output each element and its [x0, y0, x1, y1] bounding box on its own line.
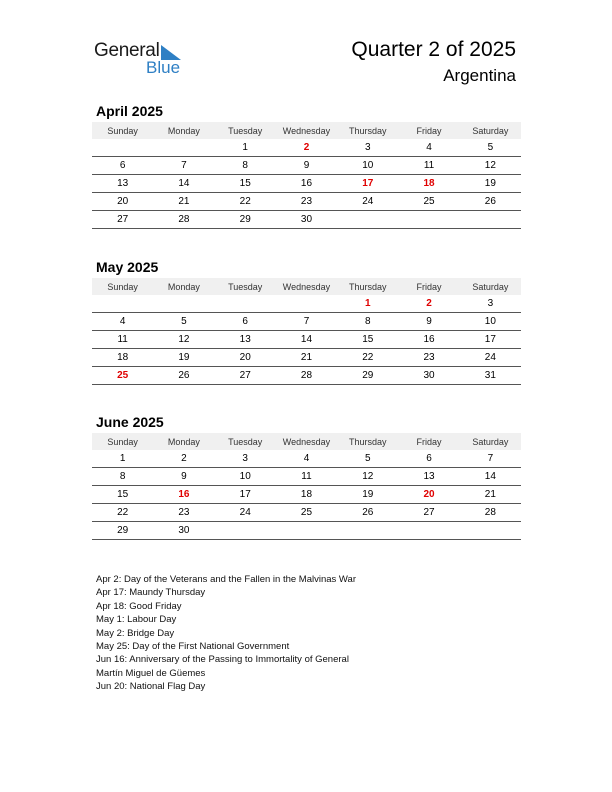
empty-day-cell — [398, 522, 459, 540]
week-row — [92, 193, 521, 211]
day-cell: 3 — [460, 295, 521, 313]
week-row — [92, 211, 521, 229]
day-cell: 20 — [398, 486, 459, 504]
day-cell: 22 — [337, 349, 398, 367]
day-cell: 21 — [276, 349, 337, 367]
day-cell: 22 — [215, 193, 276, 211]
day-cell: 30 — [398, 367, 459, 385]
calendar-table — [92, 122, 521, 229]
day-cell: 3 — [337, 139, 398, 157]
day-cell: 24 — [337, 193, 398, 211]
day-cell: 4 — [92, 313, 153, 331]
day-cell: 11 — [92, 331, 153, 349]
day-cell: 18 — [92, 349, 153, 367]
empty-day-cell — [92, 295, 153, 313]
week-row — [92, 522, 521, 540]
weekday-header: Sunday — [92, 433, 153, 450]
day-cell: 5 — [153, 313, 214, 331]
week-row — [92, 139, 521, 157]
week-row — [92, 157, 521, 175]
day-cell: 16 — [153, 486, 214, 504]
weekday-header: Friday — [398, 122, 459, 139]
week-row — [92, 504, 521, 522]
day-cell: 25 — [276, 504, 337, 522]
weekday-header: Saturday — [460, 122, 521, 139]
empty-day-cell — [276, 295, 337, 313]
day-cell: 17 — [337, 175, 398, 193]
day-cell: 21 — [153, 193, 214, 211]
weekday-header: Tuesday — [215, 433, 276, 450]
weekday-header: Monday — [153, 122, 214, 139]
weekday-header-row — [92, 122, 521, 139]
logo-general-text: General — [94, 40, 160, 61]
day-cell: 10 — [337, 157, 398, 175]
day-cell: 12 — [153, 331, 214, 349]
day-cell: 26 — [337, 504, 398, 522]
day-cell: 6 — [215, 313, 276, 331]
day-cell: 26 — [460, 193, 521, 211]
month-title: April 2025 — [96, 103, 163, 119]
empty-day-cell — [153, 295, 214, 313]
holiday-note: May 1: Labour Day — [96, 614, 177, 626]
day-cell: 6 — [92, 157, 153, 175]
day-cell: 16 — [398, 331, 459, 349]
weekday-header: Saturday — [460, 433, 521, 450]
day-cell: 11 — [398, 157, 459, 175]
day-cell: 9 — [276, 157, 337, 175]
day-cell: 28 — [276, 367, 337, 385]
day-cell: 18 — [398, 175, 459, 193]
day-cell: 19 — [460, 175, 521, 193]
day-cell: 2 — [398, 295, 459, 313]
weekday-header: Monday — [153, 433, 214, 450]
month-title: June 2025 — [96, 414, 164, 430]
weekday-header: Saturday — [460, 278, 521, 295]
day-cell: 15 — [92, 486, 153, 504]
day-cell: 21 — [460, 486, 521, 504]
day-cell: 9 — [398, 313, 459, 331]
day-cell: 28 — [460, 504, 521, 522]
empty-day-cell — [92, 139, 153, 157]
empty-day-cell — [215, 295, 276, 313]
weekday-header: Wednesday — [276, 433, 337, 450]
day-cell: 20 — [215, 349, 276, 367]
day-cell: 23 — [276, 193, 337, 211]
holiday-note: Jun 16: Anniversary of the Passing to Immortality of General — [96, 654, 349, 666]
day-cell: 13 — [215, 331, 276, 349]
day-cell: 7 — [276, 313, 337, 331]
weekday-header: Thursday — [337, 433, 398, 450]
day-cell: 30 — [276, 211, 337, 229]
day-cell: 24 — [460, 349, 521, 367]
day-cell: 9 — [153, 468, 214, 486]
day-cell: 15 — [215, 175, 276, 193]
weekday-header: Thursday — [337, 122, 398, 139]
day-cell: 31 — [460, 367, 521, 385]
holiday-note: Apr 18: Good Friday — [96, 600, 182, 612]
week-row — [92, 367, 521, 385]
logo-blue-text: Blue — [146, 58, 181, 77]
day-cell: 15 — [337, 331, 398, 349]
empty-day-cell — [460, 211, 521, 229]
weekday-header: Sunday — [92, 278, 153, 295]
week-row — [92, 295, 521, 313]
week-row — [92, 468, 521, 486]
week-row — [92, 331, 521, 349]
day-cell: 17 — [460, 331, 521, 349]
day-cell: 23 — [398, 349, 459, 367]
month-title: May 2025 — [96, 259, 159, 275]
day-cell: 24 — [215, 504, 276, 522]
week-row — [92, 349, 521, 367]
day-cell: 14 — [153, 175, 214, 193]
weekday-header: Wednesday — [276, 278, 337, 295]
day-cell: 2 — [153, 450, 214, 468]
empty-day-cell — [337, 211, 398, 229]
weekday-header: Thursday — [337, 278, 398, 295]
day-cell: 1 — [92, 450, 153, 468]
day-cell: 27 — [92, 211, 153, 229]
day-cell: 13 — [92, 175, 153, 193]
weekday-header: Tuesday — [215, 122, 276, 139]
day-cell: 5 — [460, 139, 521, 157]
day-cell: 13 — [398, 468, 459, 486]
weekday-header-row — [92, 433, 521, 450]
holiday-note: Apr 17: Maundy Thursday — [96, 587, 206, 599]
day-cell: 25 — [398, 193, 459, 211]
week-row — [92, 450, 521, 468]
week-row — [92, 175, 521, 193]
empty-day-cell — [398, 211, 459, 229]
holiday-note: Jun 20: National Flag Day — [96, 681, 206, 693]
day-cell: 17 — [215, 486, 276, 504]
weekday-header: Friday — [398, 433, 459, 450]
empty-day-cell — [276, 522, 337, 540]
day-cell: 4 — [398, 139, 459, 157]
empty-day-cell — [153, 139, 214, 157]
day-cell: 27 — [215, 367, 276, 385]
day-cell: 14 — [460, 468, 521, 486]
calendar-table — [92, 433, 521, 540]
weekday-header-row — [92, 278, 521, 295]
holiday-note: Apr 2: Day of the Veterans and the Fallen in the Malvinas War — [96, 574, 356, 585]
week-row — [92, 313, 521, 331]
weekday-header: Sunday — [92, 122, 153, 139]
day-cell: 10 — [460, 313, 521, 331]
holiday-note: Martín Miguel de Güemes — [96, 667, 206, 679]
country-name: Argentina — [443, 66, 516, 85]
day-cell: 8 — [215, 157, 276, 175]
generalblue-logo — [94, 40, 194, 80]
weekday-header: Tuesday — [215, 278, 276, 295]
day-cell: 8 — [337, 313, 398, 331]
weekday-header: Friday — [398, 278, 459, 295]
month-april — [92, 102, 522, 229]
day-cell: 5 — [337, 450, 398, 468]
day-cell: 29 — [337, 367, 398, 385]
month-june — [92, 413, 522, 540]
day-cell: 18 — [276, 486, 337, 504]
weekday-header: Monday — [153, 278, 214, 295]
day-cell: 29 — [215, 211, 276, 229]
day-cell: 30 — [153, 522, 214, 540]
holiday-note: May 2: Bridge Day — [96, 627, 175, 639]
holiday-note: May 25: Day of the First National Government — [96, 641, 290, 653]
day-cell: 7 — [460, 450, 521, 468]
day-cell: 12 — [337, 468, 398, 486]
holiday-notes — [96, 573, 356, 694]
day-cell: 14 — [276, 331, 337, 349]
day-cell: 28 — [153, 211, 214, 229]
day-cell: 11 — [276, 468, 337, 486]
day-cell: 20 — [92, 193, 153, 211]
day-cell: 26 — [153, 367, 214, 385]
day-cell: 29 — [92, 522, 153, 540]
day-cell: 7 — [153, 157, 214, 175]
day-cell: 1 — [215, 139, 276, 157]
day-cell: 8 — [92, 468, 153, 486]
day-cell: 16 — [276, 175, 337, 193]
empty-day-cell — [337, 522, 398, 540]
day-cell: 3 — [215, 450, 276, 468]
empty-day-cell — [460, 522, 521, 540]
day-cell: 27 — [398, 504, 459, 522]
week-row — [92, 486, 521, 504]
month-may — [92, 258, 522, 385]
day-cell: 23 — [153, 504, 214, 522]
day-cell: 1 — [337, 295, 398, 313]
calendar-table — [92, 278, 521, 385]
page-title: Quarter 2 of 2025 — [351, 38, 516, 61]
day-cell: 6 — [398, 450, 459, 468]
day-cell: 19 — [337, 486, 398, 504]
weekday-header: Wednesday — [276, 122, 337, 139]
day-cell: 25 — [92, 367, 153, 385]
day-cell: 10 — [215, 468, 276, 486]
day-cell: 22 — [92, 504, 153, 522]
day-cell: 4 — [276, 450, 337, 468]
day-cell: 12 — [460, 157, 521, 175]
day-cell: 19 — [153, 349, 214, 367]
day-cell: 2 — [276, 139, 337, 157]
empty-day-cell — [215, 522, 276, 540]
